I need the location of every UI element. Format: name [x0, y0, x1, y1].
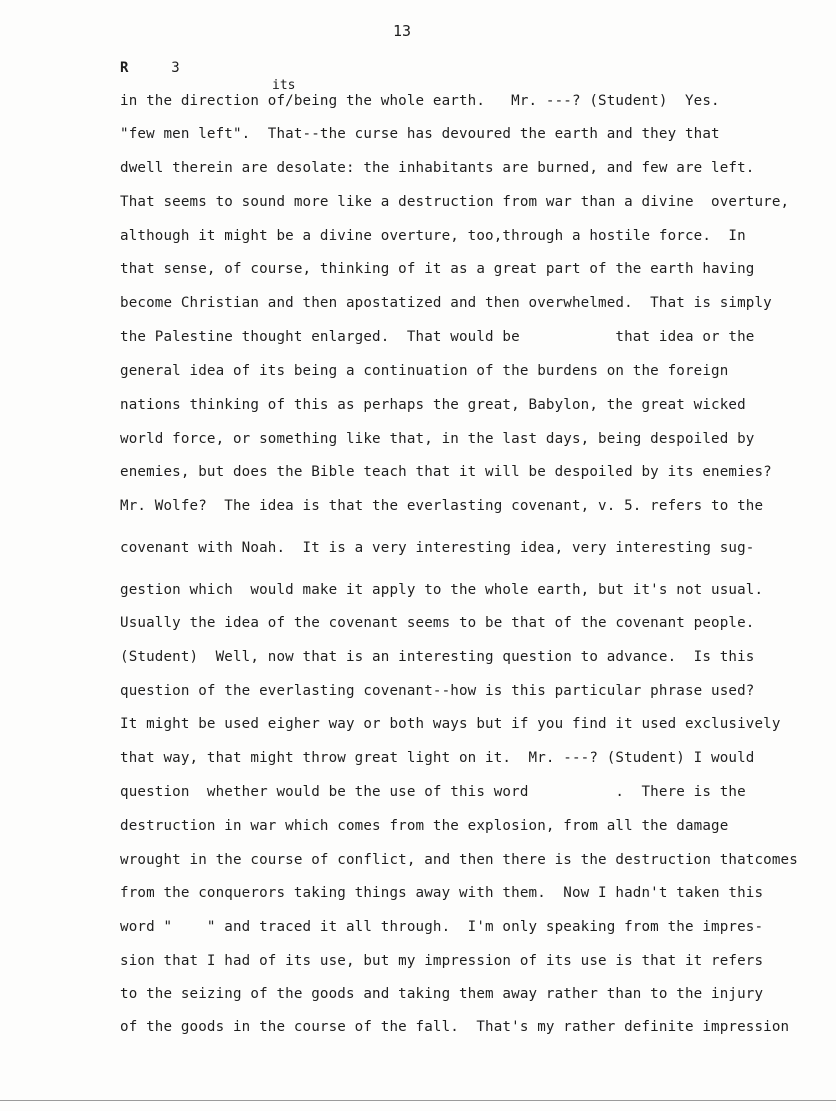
text-line: world force, or something like that, in the last days, being despoiled by — [120, 431, 755, 447]
text-line: from the conquerors taking things away with them. Now I hadn't taken this — [120, 885, 764, 901]
text-line: "few men left". That--the curse has devoured the earth and they that — [120, 126, 720, 142]
text-line: word " " and traced it all through. I'm only speaking from the impres- — [120, 919, 764, 935]
text-line: covenant with Noah. It is a very interesting idea, very interesting sug- — [120, 540, 755, 556]
text-line: It might be used eigher way or both ways but if you find it used exclusively — [120, 716, 781, 732]
reference-number: 3 — [171, 60, 180, 76]
reference-marker — [120, 60, 180, 76]
text-line: That seems to sound more like a destruction from war than a divine overture, — [120, 194, 790, 210]
page-number: 13 — [393, 22, 412, 40]
text-line: question whether would be the use of this word . There is the — [120, 784, 746, 800]
text-line: nations thinking of this as perhaps the great, Babylon, the great wicked — [120, 397, 746, 413]
text-line: of the goods in the course of the fall. That's my rather definite impression — [120, 1019, 790, 1035]
text-line: although it might be a divine overture, too,through a hostile force. In — [120, 228, 746, 244]
text-line: that way, that might throw great light on it. Mr. ---? (Student) I would — [120, 750, 755, 766]
text-line: (Student) Well, now that is an interesting question to advance. Is this — [120, 649, 755, 665]
text-line: gestion which would make it apply to the whole earth, but it's not usual. — [120, 582, 764, 598]
text-line: to the seizing of the goods and taking them away rather than to the injury — [120, 986, 764, 1002]
text-line: Usually the idea of the covenant seems to be that of the covenant people. — [120, 615, 755, 631]
text-line: sion that I had of its use, but my impression of its use is that it refers — [120, 953, 764, 969]
text-line: wrought in the course of conflict, and then there is the destruction thatcomes — [120, 852, 798, 868]
text-line: the Palestine thought enlarged. That would be that idea or the — [120, 329, 755, 345]
text-line: question of the everlasting covenant--how is this particular phrase used? — [120, 683, 755, 699]
text-line: become Christian and then apostatized and then overwhelmed. That is simply — [120, 295, 772, 311]
footer-rule — [0, 1100, 836, 1101]
text-line: destruction in war which comes from the explosion, from all the damage — [120, 818, 729, 834]
text-line: in the direction of/being the whole earth. Mr. ---? (Student) Yes. — [120, 93, 720, 109]
text-line: general idea of its being a continuation of the burdens on the foreign — [120, 363, 729, 379]
text-line: dwell therein are desolate: the inhabitants are burned, and few are left. — [120, 160, 755, 176]
reference-letter: R — [120, 60, 129, 76]
interlinear-insert: its — [272, 78, 296, 93]
text-line: that sense, of course, thinking of it as a great part of the earth having — [120, 261, 755, 277]
text-line: enemies, but does the Bible teach that it will be despoiled by its enemies? — [120, 464, 772, 480]
text-line: Mr. Wolfe? The idea is that the everlasting covenant, v. 5. refers to the — [120, 498, 764, 514]
